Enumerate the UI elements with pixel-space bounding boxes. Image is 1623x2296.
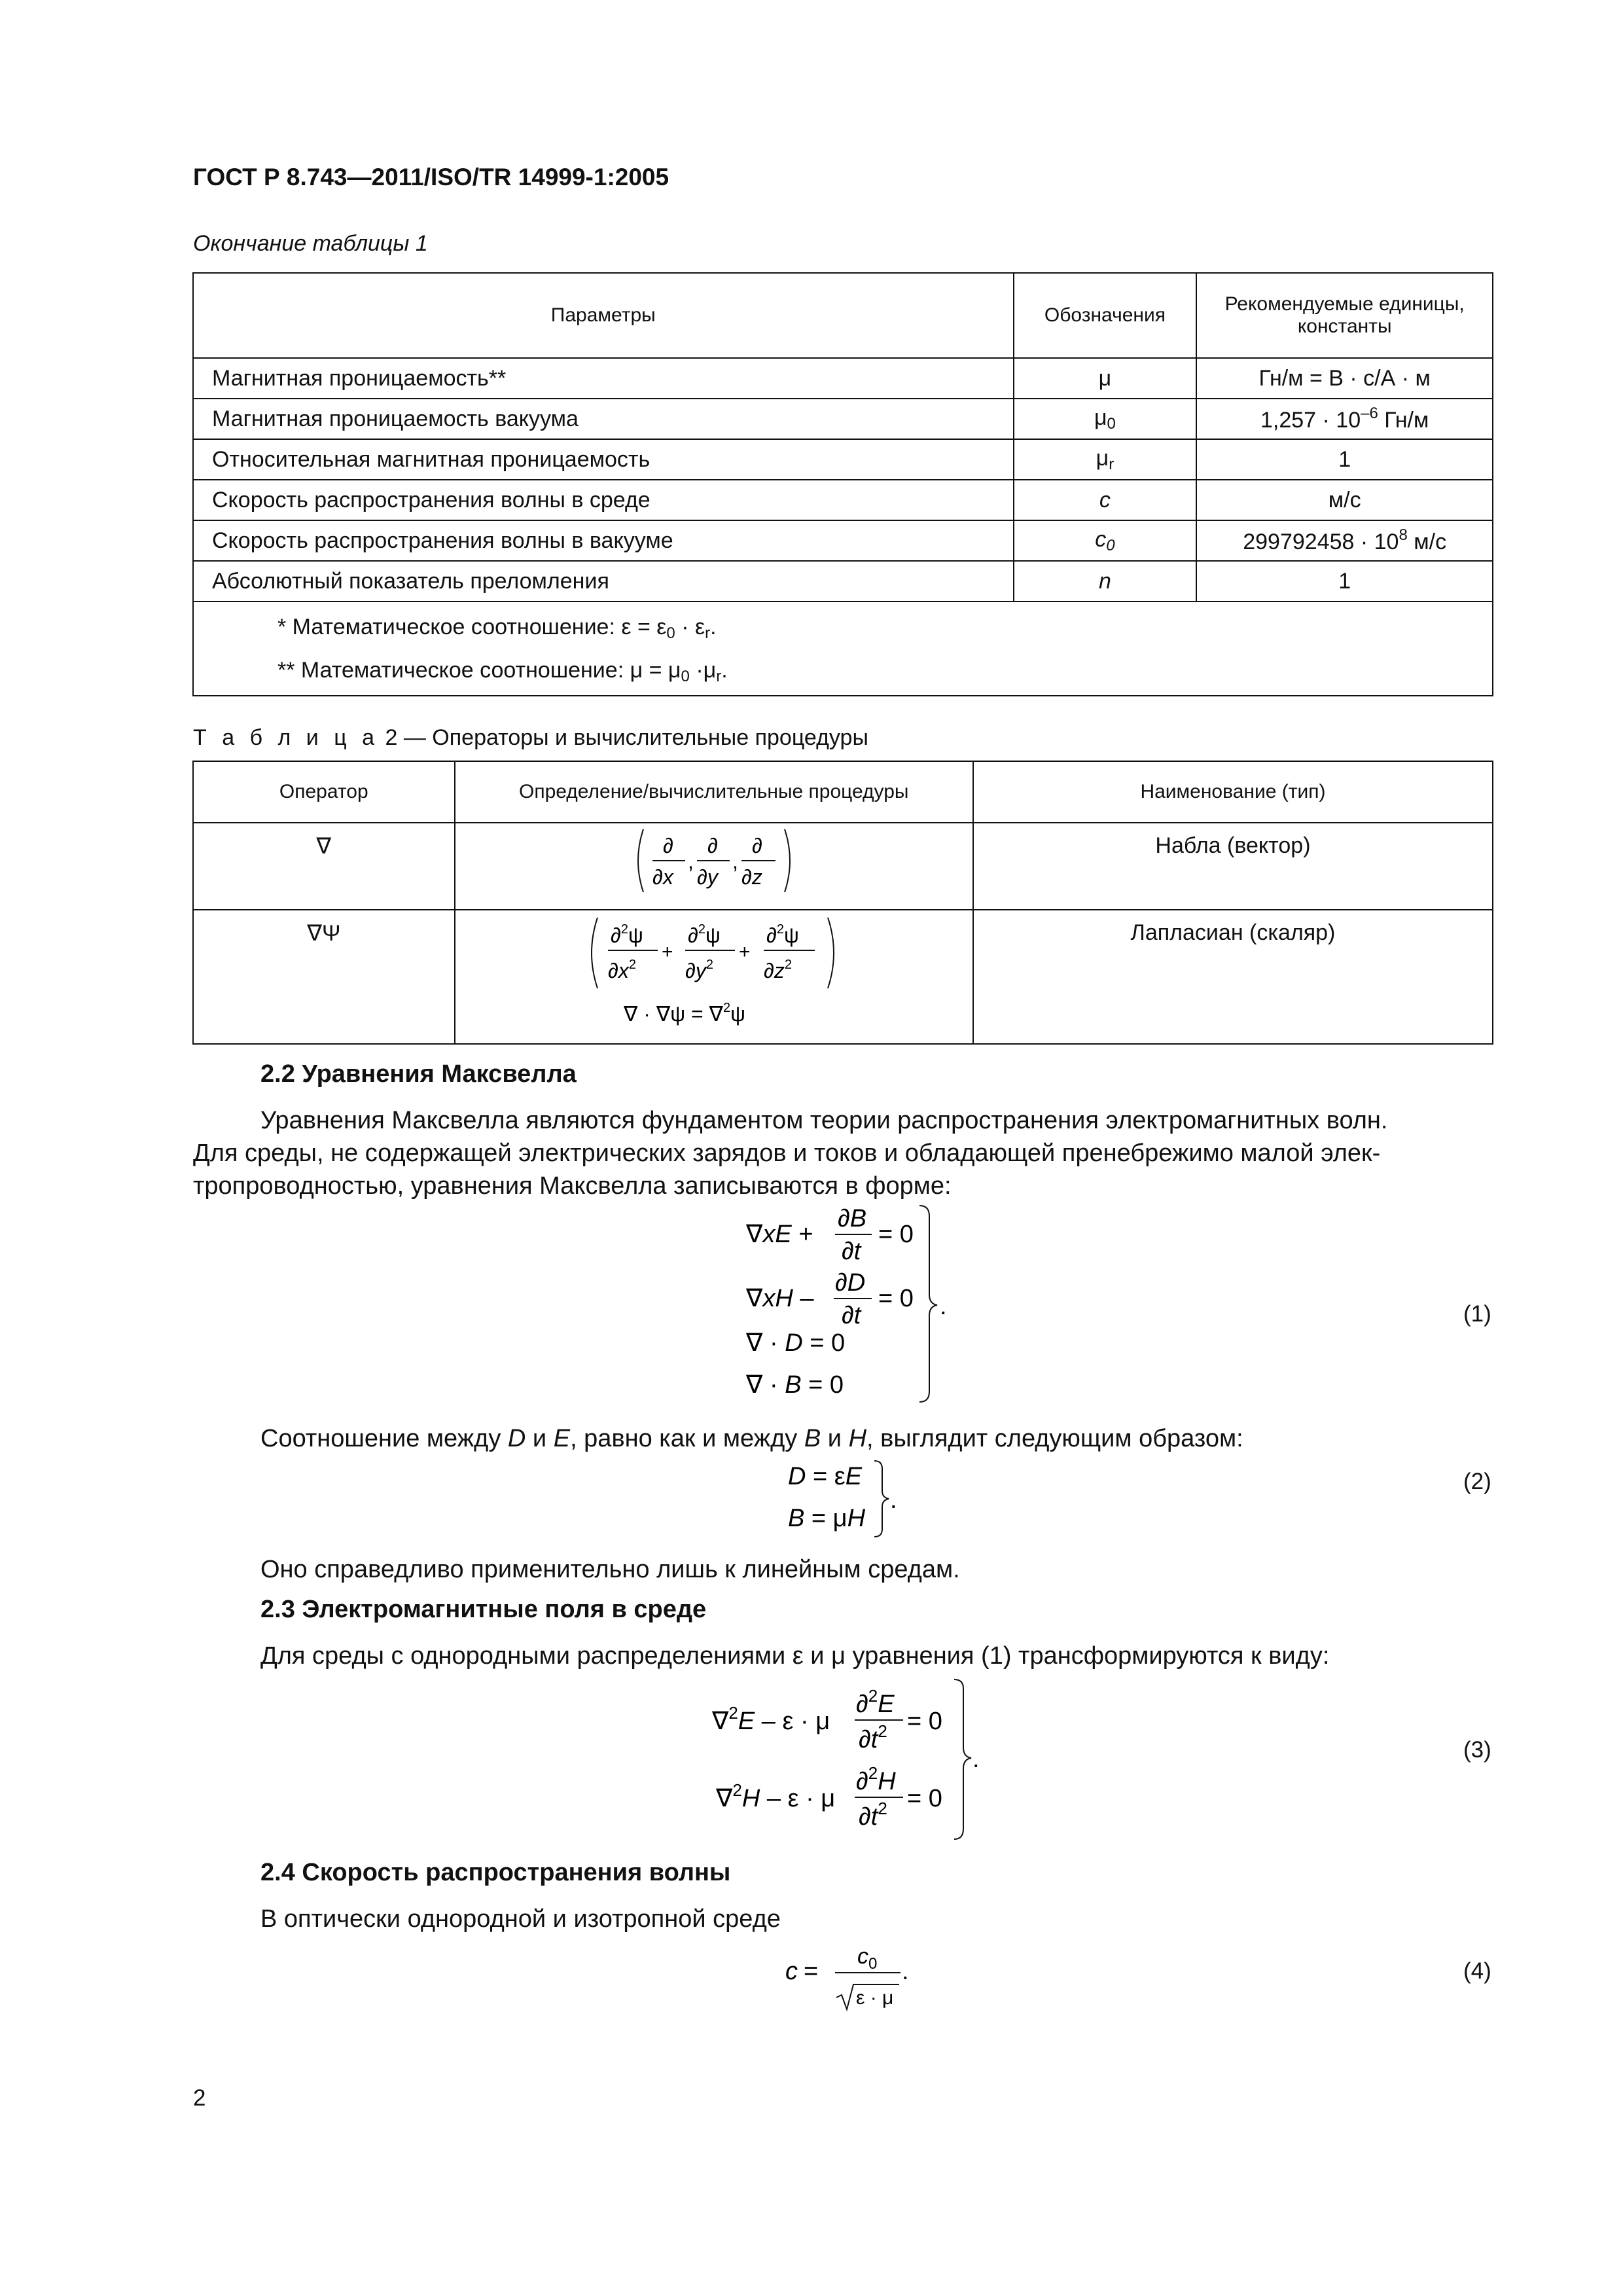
table2-caption-text: 2 — Операторы и вычислительные процедуры xyxy=(385,725,868,750)
table-row xyxy=(193,480,1493,520)
symbol-cell xyxy=(1014,399,1197,439)
note-1 xyxy=(277,609,1492,652)
svg-text:∂2ψ: ∂$^2$ψ xyxy=(766,922,799,947)
svg-text:= 0: = 0 xyxy=(878,1221,914,1248)
symbol: c xyxy=(1099,487,1111,512)
table-header-row xyxy=(193,761,1493,823)
maxwell-equations-formula xyxy=(733,1203,955,1406)
table-operators xyxy=(192,761,1493,1045)
svg-text:c0: $c_0$ xyxy=(857,1944,878,1973)
svg-text:= 0: = 0 xyxy=(907,1708,942,1735)
relation-var-h: H xyxy=(848,1425,867,1452)
name-cell xyxy=(973,823,1493,910)
param-cell: Абсолютный показатель преломления xyxy=(193,561,1014,601)
svg-text:∂t2: $\partial t^2$ xyxy=(859,1721,887,1753)
table-parameters xyxy=(192,272,1493,696)
header-units xyxy=(1196,273,1493,358)
table-row xyxy=(193,439,1493,480)
symbol-cell xyxy=(1014,358,1197,399)
svg-text:.: . xyxy=(940,1293,947,1320)
table-row xyxy=(193,910,1493,1044)
unit-value: 1,257 · 10 xyxy=(1260,408,1361,433)
relation-var-e: E xyxy=(553,1425,571,1452)
table-notes-row xyxy=(193,601,1493,696)
equation-number-3: (3) xyxy=(1463,1737,1491,1763)
svg-text:∂: ∂ xyxy=(751,834,762,857)
operator-cell xyxy=(193,823,455,910)
name-cell xyxy=(973,910,1493,1044)
unit-cell: м/с xyxy=(1196,480,1493,520)
header-definition: Определение/вычислительные процедуры xyxy=(455,761,973,823)
table2-caption xyxy=(193,725,868,751)
svg-text:∇2H – ε · μ: ∇$^2$H – ε · μ xyxy=(716,1780,836,1812)
nabla-definition-formula xyxy=(629,824,799,903)
param-cell: Магнитная проницаемость** xyxy=(193,358,1014,399)
section-2-2-line3: тропроводностью, уравнения Максвелла записываются в форме: xyxy=(193,1172,952,1200)
section-2-3-line: Для среды с однородными распределениями ε и μ уравнения (1) трансформируются к виду: xyxy=(260,1642,1330,1670)
symbol-cell xyxy=(1014,439,1197,480)
relation-sentence xyxy=(260,1422,1243,1456)
svg-text:∂x2: $\partial x^2$ xyxy=(607,958,636,982)
symbol: μ xyxy=(1094,404,1107,430)
section-2-4-line: В оптически однородной и изотропной среде xyxy=(260,1905,781,1933)
equation-number-2: (2) xyxy=(1463,1469,1491,1494)
note-1-sub2: r xyxy=(705,624,711,642)
equation-number-1: (1) xyxy=(1463,1301,1491,1327)
svg-text:∇ · B = 0: ∇ · B = 0 xyxy=(746,1371,844,1399)
svg-text:.: . xyxy=(890,1486,897,1514)
section-2-4-title: 2.4 Скорость распространения волны xyxy=(260,1859,731,1886)
table-row xyxy=(193,520,1493,561)
equation-number-4: (4) xyxy=(1463,1958,1491,1984)
unit-exponent: –6 xyxy=(1361,404,1378,422)
note-1-sub: 0 xyxy=(666,624,675,642)
note-1-end: . xyxy=(710,615,717,639)
note-2-sub2: r xyxy=(716,668,722,685)
relation-text: Соотношение между xyxy=(260,1425,508,1452)
table-row xyxy=(193,561,1493,601)
svg-text:,: , xyxy=(687,850,694,873)
unit-suffix: м/с xyxy=(1407,529,1447,554)
symbol-cell xyxy=(1014,561,1197,601)
definition-cell xyxy=(455,910,973,1044)
laplacian-name: Лапласиан (скаляр) xyxy=(1130,920,1336,945)
note-2 xyxy=(277,652,1492,695)
wave-speed-formula xyxy=(779,1937,936,2016)
svg-text:∂: ∂ xyxy=(662,834,673,857)
symbol-cell xyxy=(1014,520,1197,561)
svg-text:,: , xyxy=(732,850,738,873)
param-cell: Магнитная проницаемость вакуума xyxy=(193,399,1014,439)
unit-cell xyxy=(1196,520,1493,561)
table2-caption-prefix: Т а б л и ц а xyxy=(193,725,380,750)
header-operator: Оператор xyxy=(193,761,455,823)
svg-text:∇xE +: ∇xE + xyxy=(746,1221,813,1248)
table-row xyxy=(193,823,1493,910)
note-2-text: ** Математическое соотношение: μ = μ xyxy=(277,658,681,683)
symbol: c xyxy=(1095,526,1107,552)
unit-exponent: 8 xyxy=(1399,526,1408,544)
svg-text:∂t2: $\partial t^2$ xyxy=(859,1799,887,1831)
svg-text:∂t: ∂t xyxy=(842,1302,861,1329)
relation-text: и xyxy=(821,1425,849,1452)
unit-value: 299792458 · 10 xyxy=(1243,529,1399,554)
unit-suffix: Гн/м xyxy=(1378,408,1429,433)
svg-text:∇xH –: ∇xH – xyxy=(746,1285,814,1312)
symbol-subscript: 0 xyxy=(1107,414,1116,433)
symbol-subscript: 0 xyxy=(1106,536,1115,554)
laplacian-definition-formula xyxy=(583,911,845,1037)
svg-text:∇2E – ε · μ: ∇$^2$E – ε · μ xyxy=(712,1703,830,1735)
svg-text:∂2ψ: ∂$^2$ψ xyxy=(610,922,643,947)
document-header: ГОСТ Р 8.743—2011/ISO/TR 14999-1:2005 xyxy=(193,164,669,190)
section-2-2-line2: Для среды, не содержащей электрических зарядов и токов и обладающей пренебрежимо малой элек- xyxy=(193,1139,1381,1167)
svg-text:= 0: = 0 xyxy=(878,1285,914,1312)
svg-text:∂x: ∂x xyxy=(652,865,673,889)
note-2-mid: ·μ xyxy=(689,658,717,683)
svg-text:∇ · ∇ψ = ∇2ψ: ∇ · ∇ψ = ∇$^2$ψ xyxy=(623,1001,745,1026)
svg-text:+: + xyxy=(738,941,751,963)
svg-text:∂: ∂ xyxy=(707,834,718,857)
note-1-text: * Математическое соотношение: ε = ε xyxy=(277,615,667,639)
svg-text:∂y: ∂y xyxy=(696,865,718,889)
unit-cell: Гн/м = В · с/А · м xyxy=(1196,358,1493,399)
header-units-line2: константы xyxy=(1297,315,1392,337)
svg-text:∂B: ∂B xyxy=(838,1205,867,1232)
symbol-subscript: r xyxy=(1109,455,1115,473)
svg-text:.: . xyxy=(972,1746,980,1773)
svg-text:=: = xyxy=(804,1958,819,1985)
symbol: μ xyxy=(1098,365,1112,391)
table-row xyxy=(193,399,1493,439)
symbol-cell xyxy=(1014,480,1197,520)
operator-cell xyxy=(193,910,455,1044)
header-name: Наименование (тип) xyxy=(973,761,1493,823)
svg-text:B = μH: B = μH xyxy=(788,1505,866,1532)
unit-cell xyxy=(1196,399,1493,439)
svg-text:∇ · D = 0: ∇ · D = 0 xyxy=(746,1329,846,1357)
svg-text:∂y2: $\partial y^2$ xyxy=(685,958,713,982)
relation-text: и xyxy=(526,1425,554,1452)
svg-text:.: . xyxy=(902,1958,909,1985)
note-1-mid: · ε xyxy=(675,615,705,639)
constitutive-relations-formula xyxy=(781,1457,912,1542)
param-cell: Скорость распространения волны в вакууме xyxy=(193,520,1014,561)
svg-text:= 0: = 0 xyxy=(907,1785,942,1812)
header-units-line1: Рекомендуемые единицы, xyxy=(1224,293,1465,315)
unit-cell: 1 xyxy=(1196,561,1493,601)
operator-nabla: ∇ xyxy=(316,834,332,859)
symbol: n xyxy=(1098,568,1111,594)
page-number: 2 xyxy=(193,2085,206,2111)
linear-media-note: Оно справедливо применительно лишь к линейным средам. xyxy=(260,1556,960,1583)
svg-text:∂D: ∂D xyxy=(835,1269,866,1297)
table-header-row xyxy=(193,273,1493,358)
nabla-name: Набла (вектор) xyxy=(1155,833,1311,858)
svg-text:D = εE: D = εE xyxy=(788,1463,863,1490)
header-symbols: Обозначения xyxy=(1014,273,1197,358)
svg-text:+: + xyxy=(661,941,673,963)
relation-text: , выглядит следующим образом: xyxy=(866,1425,1243,1452)
svg-text:∂2H: ∂$^2$H xyxy=(856,1763,896,1795)
relation-var-d: D xyxy=(507,1425,526,1452)
svg-text:∂2E: ∂$^2$E xyxy=(856,1686,895,1718)
note-2-end: . xyxy=(721,658,728,683)
symbol: μ xyxy=(1096,445,1109,471)
header-parameters: Параметры xyxy=(193,273,1014,358)
svg-text:ε · μ: ε · μ xyxy=(856,1987,894,2009)
svg-text:∂t: ∂t xyxy=(842,1238,861,1265)
svg-text:∂2ψ: ∂$^2$ψ xyxy=(687,922,721,947)
wave-equations-formula xyxy=(707,1676,982,1843)
operator-laplacian: ∇Ψ xyxy=(307,921,341,946)
unit-cell: 1 xyxy=(1196,439,1493,480)
table-notes xyxy=(193,601,1493,696)
svg-text:∂z2: $\partial z^2$ xyxy=(763,958,792,982)
table1-caption: Окончание таблицы 1 xyxy=(193,231,428,256)
param-cell: Относительная магнитная проницаемость xyxy=(193,439,1014,480)
table-row xyxy=(193,358,1493,399)
section-2-2-line1: Уравнения Максвелла являются фундаментом теории распространения электромагнитных волн. xyxy=(260,1107,1388,1134)
param-cell: Скорость распространения волны в среде xyxy=(193,480,1014,520)
section-2-3-title: 2.3 Электромагнитные поля в среде xyxy=(260,1596,707,1623)
svg-text:c: c xyxy=(785,1958,798,1985)
section-2-2-title: 2.2 Уравнения Максвелла xyxy=(260,1060,577,1088)
relation-var-b: B xyxy=(804,1425,821,1452)
svg-text:∂z: ∂z xyxy=(741,865,762,889)
relation-text: , равно как и между xyxy=(570,1425,804,1452)
note-2-sub: 0 xyxy=(681,668,690,685)
definition-cell xyxy=(455,823,973,910)
